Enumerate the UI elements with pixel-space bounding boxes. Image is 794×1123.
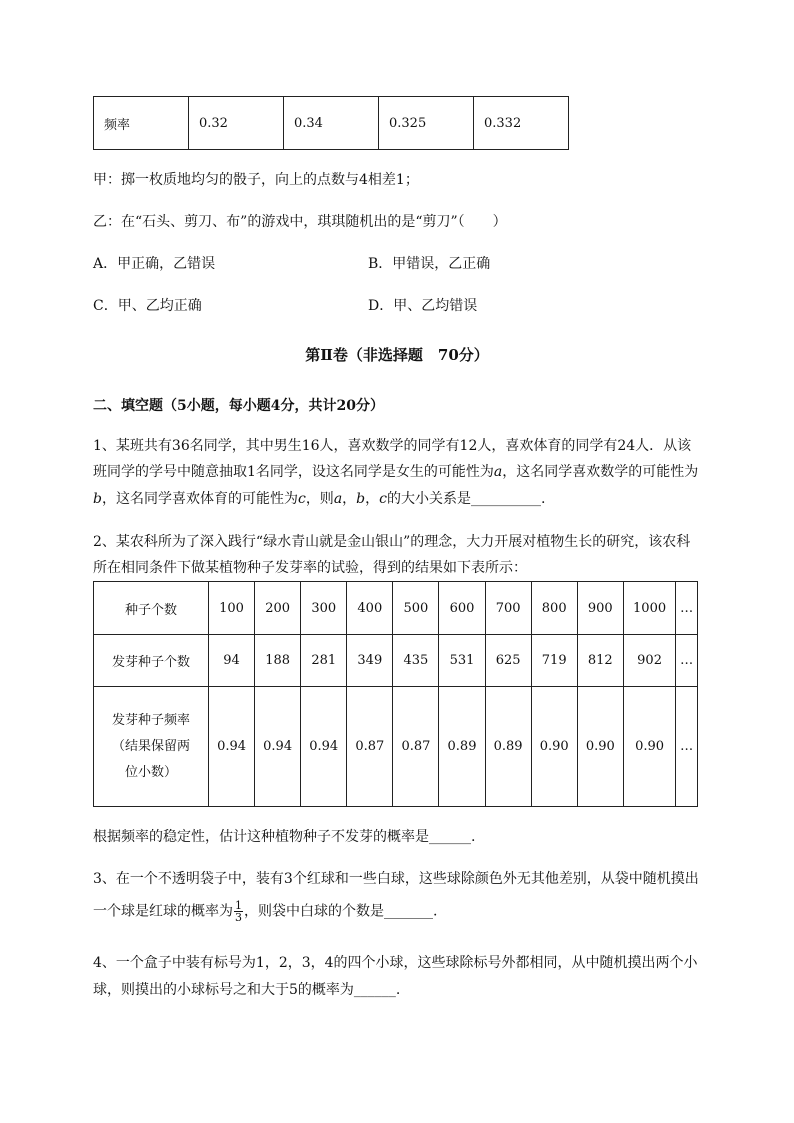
table-cell: 种子个数 — [94, 582, 209, 635]
frequency-table — [93, 96, 569, 150]
table-row — [94, 635, 698, 687]
table-cell: 625 — [485, 635, 531, 687]
table-cell: 0.34 — [284, 97, 379, 150]
row-label-line: 发芽种子频率 — [111, 712, 190, 728]
row-label-line: （结果保留两 — [111, 738, 190, 754]
q4-line2: 球，则摸出的小球标号之和大于5的概率为______. — [93, 982, 401, 998]
table-cell: 349 — [347, 635, 393, 687]
table-cell: 0.325 — [379, 97, 474, 150]
table-cell: 0.87 — [347, 687, 393, 807]
q1-line3: b，这名同学喜欢体育的可能性为c，则a，b，c的大小关系是__________. — [93, 491, 546, 507]
part2-title: 第Ⅱ卷（非选择题 70分） — [305, 346, 489, 364]
table-cell: 300 — [301, 582, 347, 635]
q1-text: ，则 — [305, 491, 334, 507]
option-d: D．甲、乙均错误 — [368, 298, 478, 314]
fraction — [234, 900, 243, 923]
table-cell: 531 — [439, 635, 485, 687]
q3-line2 — [93, 900, 437, 923]
q3-text: ，则袋中白球的个数是_______. — [244, 903, 438, 920]
table-cell: 902 — [623, 635, 675, 687]
fraction-denominator: 3 — [235, 911, 242, 924]
statement-yi: 乙：在“石头、剪刀、布”的游戏中，琪琪随机出的是“剪刀”（ ） — [93, 214, 507, 230]
table-cell: 0.89 — [439, 687, 485, 807]
q1-line1: 1、某班共有36名同学，其中男生16人，喜欢数学的同学有12人，喜欢体育的同学有24人．从该 — [93, 438, 692, 454]
table-cell: … — [676, 582, 698, 635]
q2-line2: 所在相同条件下做某植物种子发芽率的试验，得到的结果如下表所示： — [93, 560, 527, 576]
table-cell: 0.94 — [209, 687, 255, 807]
table-cell: … — [676, 687, 698, 807]
table-cell: 500 — [393, 582, 439, 635]
table-cell: 900 — [577, 582, 623, 635]
table-cell: 700 — [485, 582, 531, 635]
table-cell: 0.87 — [393, 687, 439, 807]
table-row — [94, 687, 698, 807]
table-cell: 600 — [439, 582, 485, 635]
table-cell: 0.90 — [623, 687, 675, 807]
table-cell: 0.94 — [255, 687, 301, 807]
table-cell: 719 — [531, 635, 577, 687]
var-c: c — [379, 491, 387, 507]
table-cell: 0.32 — [189, 97, 284, 150]
table-cell: 94 — [209, 635, 255, 687]
q3-line1: 3、在一个不透明袋子中，装有3个红球和一些白球，这些球除颜色外无其他差别，从袋中随机摸出 — [93, 871, 699, 887]
table-cell: 100 — [209, 582, 255, 635]
var-c: c — [297, 491, 306, 507]
table-cell: 0.90 — [577, 687, 623, 807]
q1-text: ，这名同学喜欢体育的可能性为 — [101, 491, 298, 507]
q1-text: 的大小关系是__________. — [386, 491, 546, 507]
table-cell: … — [676, 635, 698, 687]
table-cell: 0.94 — [301, 687, 347, 807]
table-cell: 400 — [347, 582, 393, 635]
table-cell: 200 — [255, 582, 301, 635]
table-cell: 0.89 — [485, 687, 531, 807]
table-cell: 频率 — [94, 97, 189, 150]
table-cell: 0.90 — [531, 687, 577, 807]
var-b: b — [356, 491, 366, 507]
q2-after: 根据频率的稳定性，估计这种植物种子不发芽的概率是______. — [93, 829, 476, 845]
table-cell: 812 — [577, 635, 623, 687]
q1-line2 — [93, 462, 698, 482]
table-cell — [94, 687, 209, 807]
table-cell: 188 — [255, 635, 301, 687]
statement-jia: 甲：掷一枚质地均匀的骰子，向上的点数与4相差1； — [93, 172, 419, 188]
var-a: a — [493, 464, 503, 480]
table-cell: 发芽种子个数 — [94, 635, 209, 687]
table-cell: 0.332 — [474, 97, 569, 150]
table-cell: 1000 — [623, 582, 675, 635]
table-cell: 281 — [301, 635, 347, 687]
q3-text: 一个球是红球的概率为 — [93, 903, 233, 920]
table-cell: 435 — [393, 635, 439, 687]
q1-text: 班同学的学号中随意抽取1名同学，设这名同学是女生的可能性为 — [93, 464, 494, 480]
section-title: 二、填空题（5小题，每小题4分，共计20分） — [93, 398, 384, 414]
fraction-numerator: 1 — [235, 899, 242, 912]
var-a: a — [333, 491, 343, 507]
option-b: B．甲错误，乙正确 — [368, 256, 491, 272]
option-a: A．甲正确，乙错误 — [93, 256, 216, 272]
table-row — [94, 582, 698, 635]
table-row — [94, 97, 569, 150]
option-c: C．甲、乙均正确 — [93, 298, 202, 314]
germination-table — [93, 581, 698, 807]
q1-text: ，这名同学喜欢数学的可能性为 — [502, 464, 699, 480]
row-label-line: 位小数） — [124, 764, 177, 780]
table-cell: 800 — [531, 582, 577, 635]
q4-line1: 4、一个盒子中装有标号为1，2，3，4的四个小球，这些球除标号外都相同，从中随机摸出两个小 — [93, 955, 698, 971]
var-b: b — [93, 491, 102, 507]
q2-line1: 2、某农科所为了深入践行“绿水青山就是金山银山”的理念，大力开展对植物生长的研究，该农科 — [93, 534, 691, 550]
